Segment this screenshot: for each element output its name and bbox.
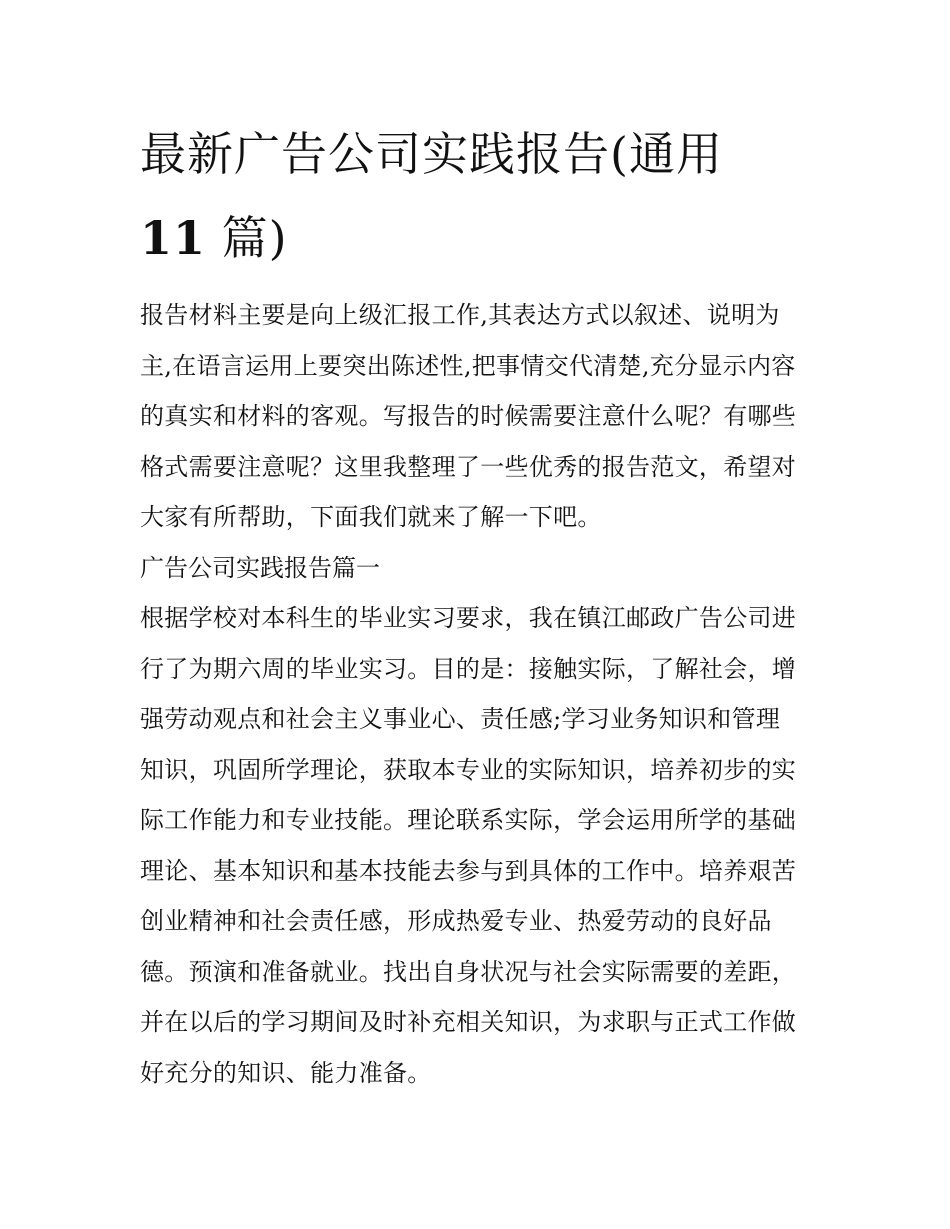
body-line: 好充分的知识、能力准备。 — [140, 1058, 432, 1087]
body-line: 德。预演和准备就业。找出自身状况与社会实际需要的差距， — [140, 957, 797, 986]
title-line-1: 最新广告公司实践报告(通用 — [140, 127, 723, 181]
title-line-2: 篇) — [206, 211, 288, 265]
intro-line: 大家有所帮助，下面我们就来了解一下吧。 — [140, 503, 602, 531]
intro-line: 报告材料主要是向上级汇报工作,其表达方式以叙述、说明为 — [140, 301, 780, 329]
body-line: 知识，巩固所学理论，获取本专业的实际知识，培养初步的实 — [140, 755, 797, 784]
body-line: 际工作能力和专业技能。理论联系实际，学会运用所学的基础 — [140, 806, 797, 834]
title-count: 11 — [140, 211, 207, 265]
intro-line: 格式需要注意呢？这里我整理了一些优秀的报告范文，希望对 — [140, 452, 797, 481]
intro-paragraph — [140, 290, 812, 543]
body-line: 行了为期六周的毕业实习。目的是：接触实际，了解社会，增 — [140, 654, 797, 683]
intro-line: 的真实和材料的客观。写报告的时候需要注意什么呢？有哪些 — [140, 402, 797, 430]
body-line: 根据学校对本科生的毕业实习要求，我在镇江邮政广告公司进 — [140, 604, 797, 632]
body-line: 创业精神和社会责任感，形成热爱专业、热爱劳动的良好品 — [140, 907, 772, 935]
body-line: 理论、基本知识和基本技能去参与到具体的工作中。培养艰苦 — [140, 856, 797, 885]
document-title — [140, 112, 812, 280]
intro-line: 主,在语言运用上要突出陈述性,把事情交代清楚,充分显示内容 — [140, 351, 796, 380]
body-line: 并在以后的学习期间及时补充相关知识，为求职与正式工作做 — [140, 1008, 797, 1036]
document-content — [140, 112, 812, 1098]
section-heading: 广告公司实践报告篇一 — [140, 553, 380, 582]
body-paragraph — [140, 593, 812, 1098]
body-line: 强劳动观点和社会主义事业心、责任感;学习业务知识和管理 — [140, 705, 781, 733]
